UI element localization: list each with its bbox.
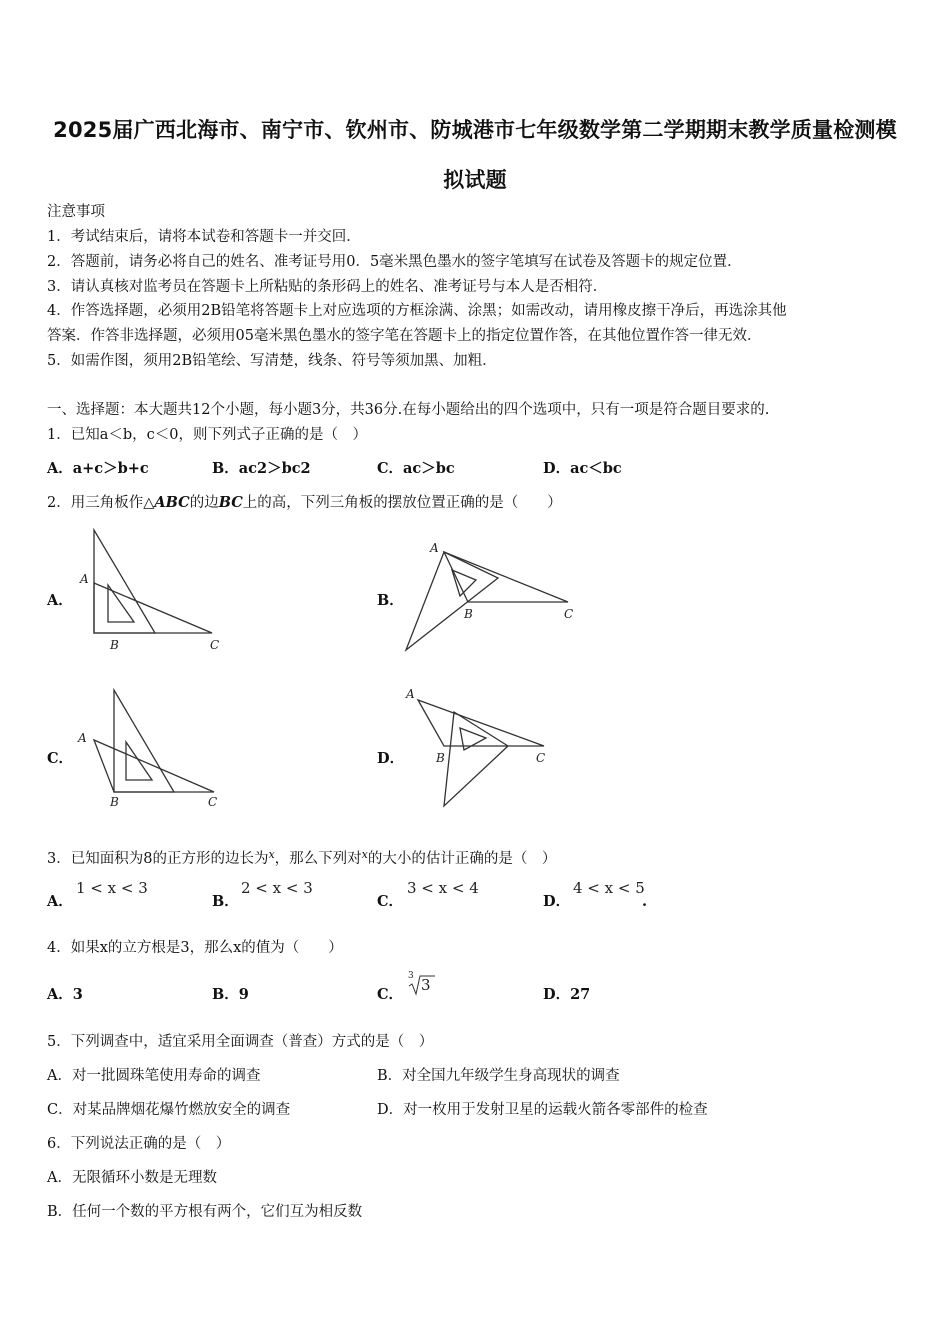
q4-option-c-cube-root — [407, 971, 437, 997]
fig-c-point-c: C — [208, 795, 218, 809]
fig-d-set-square-inner — [460, 728, 486, 750]
fig-a-set-square-outer — [94, 530, 155, 633]
q3-stem-post: 的大小的估计正确的是（ ） — [367, 851, 557, 867]
fig-b-set-square-inner — [452, 570, 476, 596]
fig-c-set-square-outer — [114, 690, 174, 792]
q1-stem: 1．已知a＜b，c＜0，则下列式子正确的是（ ） — [47, 427, 367, 443]
fig-b-point-c: C — [564, 607, 574, 621]
fig-d-point-b: B — [436, 751, 445, 765]
q6-option-b: B．任何一个数的平方根有两个，它们互为相反数 — [47, 1204, 363, 1220]
q5-option-a: A．对一批圆珠笔使用寿命的调查 — [47, 1068, 261, 1084]
q2-label-c: C． — [47, 750, 74, 767]
fig-b-point-a: A — [430, 541, 439, 555]
q3-label-a: A． — [47, 893, 73, 910]
q2-figure-c — [70, 684, 240, 814]
fig-d-point-c: C — [536, 751, 546, 765]
q4-option-d: D．27 — [543, 986, 591, 1003]
fig-c-point-b: B — [110, 795, 119, 809]
q2-stem-bc: BC — [218, 494, 243, 511]
q2-stem — [47, 494, 562, 512]
q2-label-b: B． — [377, 592, 404, 609]
q4-option-c: C． — [377, 986, 404, 1003]
fig-b-set-square-outer — [406, 552, 498, 650]
q4-root-index: 3 — [408, 971, 414, 981]
section-heading: 一、选择题：本大题共12个小题，每小题3分，共36分.在每小题给出的四个选项中，只有一项是符合题目要求的. — [47, 402, 770, 418]
q5-stem: 5．下列调查中，适宜采用全面调查（普查）方式的是（ ） — [47, 1034, 434, 1050]
fig-b-point-b: B — [464, 607, 473, 621]
q1-option-d: D．ac＜bc — [543, 460, 622, 477]
q6-stem: 6．下列说法正确的是（ ） — [47, 1136, 231, 1152]
q3-stem — [47, 846, 556, 868]
notice-item-2: 2．答题前，请务必将自己的姓名、准考证号用0．5毫米黑色墨水的签字笔填写在试卷及答题卡的规定位置． — [47, 254, 742, 270]
notice-item-5: 5．如需作图，须用2B铅笔绘、写清楚，线条、符号等须加黑、加粗． — [47, 353, 497, 369]
fig-a-point-b: B — [110, 638, 119, 652]
q3-option-b: 2 < x < 3 — [241, 879, 313, 897]
q2-figure-d — [400, 684, 580, 814]
fig-d-point-a: A — [406, 687, 415, 701]
q3-trailing-period: . — [642, 893, 648, 910]
q3-stem-mid: ，那么下列对 — [274, 851, 362, 867]
fig-d-set-square-outer — [444, 712, 508, 806]
q3-option-a: 1 < x < 3 — [76, 879, 148, 897]
q3-var-1: x — [268, 848, 275, 861]
q4-root-value: 3 — [421, 976, 431, 994]
q2-label-a: A． — [47, 592, 73, 609]
q5-option-d: D．对一枚用于发射卫星的运载火箭各零部件的检查 — [377, 1102, 708, 1118]
notice-item-4-cont: 答案．作答非选择题，必须用05毫米黑色墨水的签字笔在答题卡上的指定位置作答，在其他位置作答一律无效． — [47, 328, 762, 344]
q5-option-b: B．对全国九年级学生身高现状的调查 — [377, 1068, 620, 1084]
fig-d-triangle-abc — [418, 700, 544, 746]
q4-option-a: A．3 — [47, 986, 83, 1003]
exam-title-line2: 拟试题 — [443, 168, 507, 192]
q3-label-b: B． — [212, 893, 239, 910]
q3-option-c: 3 < x < 4 — [407, 879, 479, 897]
fig-c-point-a: A — [78, 731, 87, 745]
q2-figure-a — [70, 525, 240, 655]
q2-stem-abc: ABC — [154, 494, 190, 511]
q3-var-2: x — [361, 848, 368, 861]
q2-stem-mid: 的边 — [189, 495, 219, 511]
fig-c-triangle-abc — [94, 740, 214, 792]
q4-stem: 4．如果x的立方根是3，那么x的值为（ ） — [47, 940, 343, 956]
q2-label-d: D． — [377, 750, 405, 767]
q5-option-c: C．对某品牌烟花爆竹燃放安全的调查 — [47, 1102, 291, 1118]
q2-figure-b — [400, 538, 590, 658]
fig-a-point-c: C — [210, 638, 220, 652]
fig-a-point-a: A — [80, 572, 89, 586]
notice-item-1: 1．考试结束后，请将本试卷和答题卡一并交回． — [47, 229, 361, 245]
q1-option-a: A．a+c＞b+c — [47, 460, 149, 477]
q4-option-b: B．9 — [212, 986, 249, 1003]
q3-label-d: D． — [543, 893, 571, 910]
exam-title-line1: 2025届广西北海市、南宁市、钦州市、防城港市七年级数学第二学期期末教学质量检测模 — [53, 118, 897, 142]
q3-stem-pre: 3．已知面积为8的正方形的边长为 — [47, 851, 269, 867]
q3-label-c: C． — [377, 893, 404, 910]
notice-item-3: 3．请认真核对监考员在答题卡上所粘贴的条形码上的姓名、准考证号与本人是否相符． — [47, 279, 608, 295]
q2-stem-post: 上的高，下列三角板的摆放位置正确的是（ ） — [242, 495, 562, 511]
notice-heading: 注意事项 — [47, 204, 105, 220]
q3-option-d: 4 < x < 5 — [573, 879, 645, 897]
q1-option-b: B．ac2＞bc2 — [212, 460, 311, 477]
fig-b-triangle-abc — [444, 552, 568, 602]
q1-option-c: C．ac＞bc — [377, 460, 455, 477]
q2-stem-pre: 2．用三角板作△ — [47, 495, 155, 511]
q6-option-a: A．无限循环小数是无理数 — [47, 1170, 217, 1186]
notice-item-4: 4．作答选择题，必须用2B铅笔将答题卡上对应选项的方框涂满、涂黑；如需改动，请用橡皮擦干净后，再选涂其他 — [47, 303, 787, 319]
